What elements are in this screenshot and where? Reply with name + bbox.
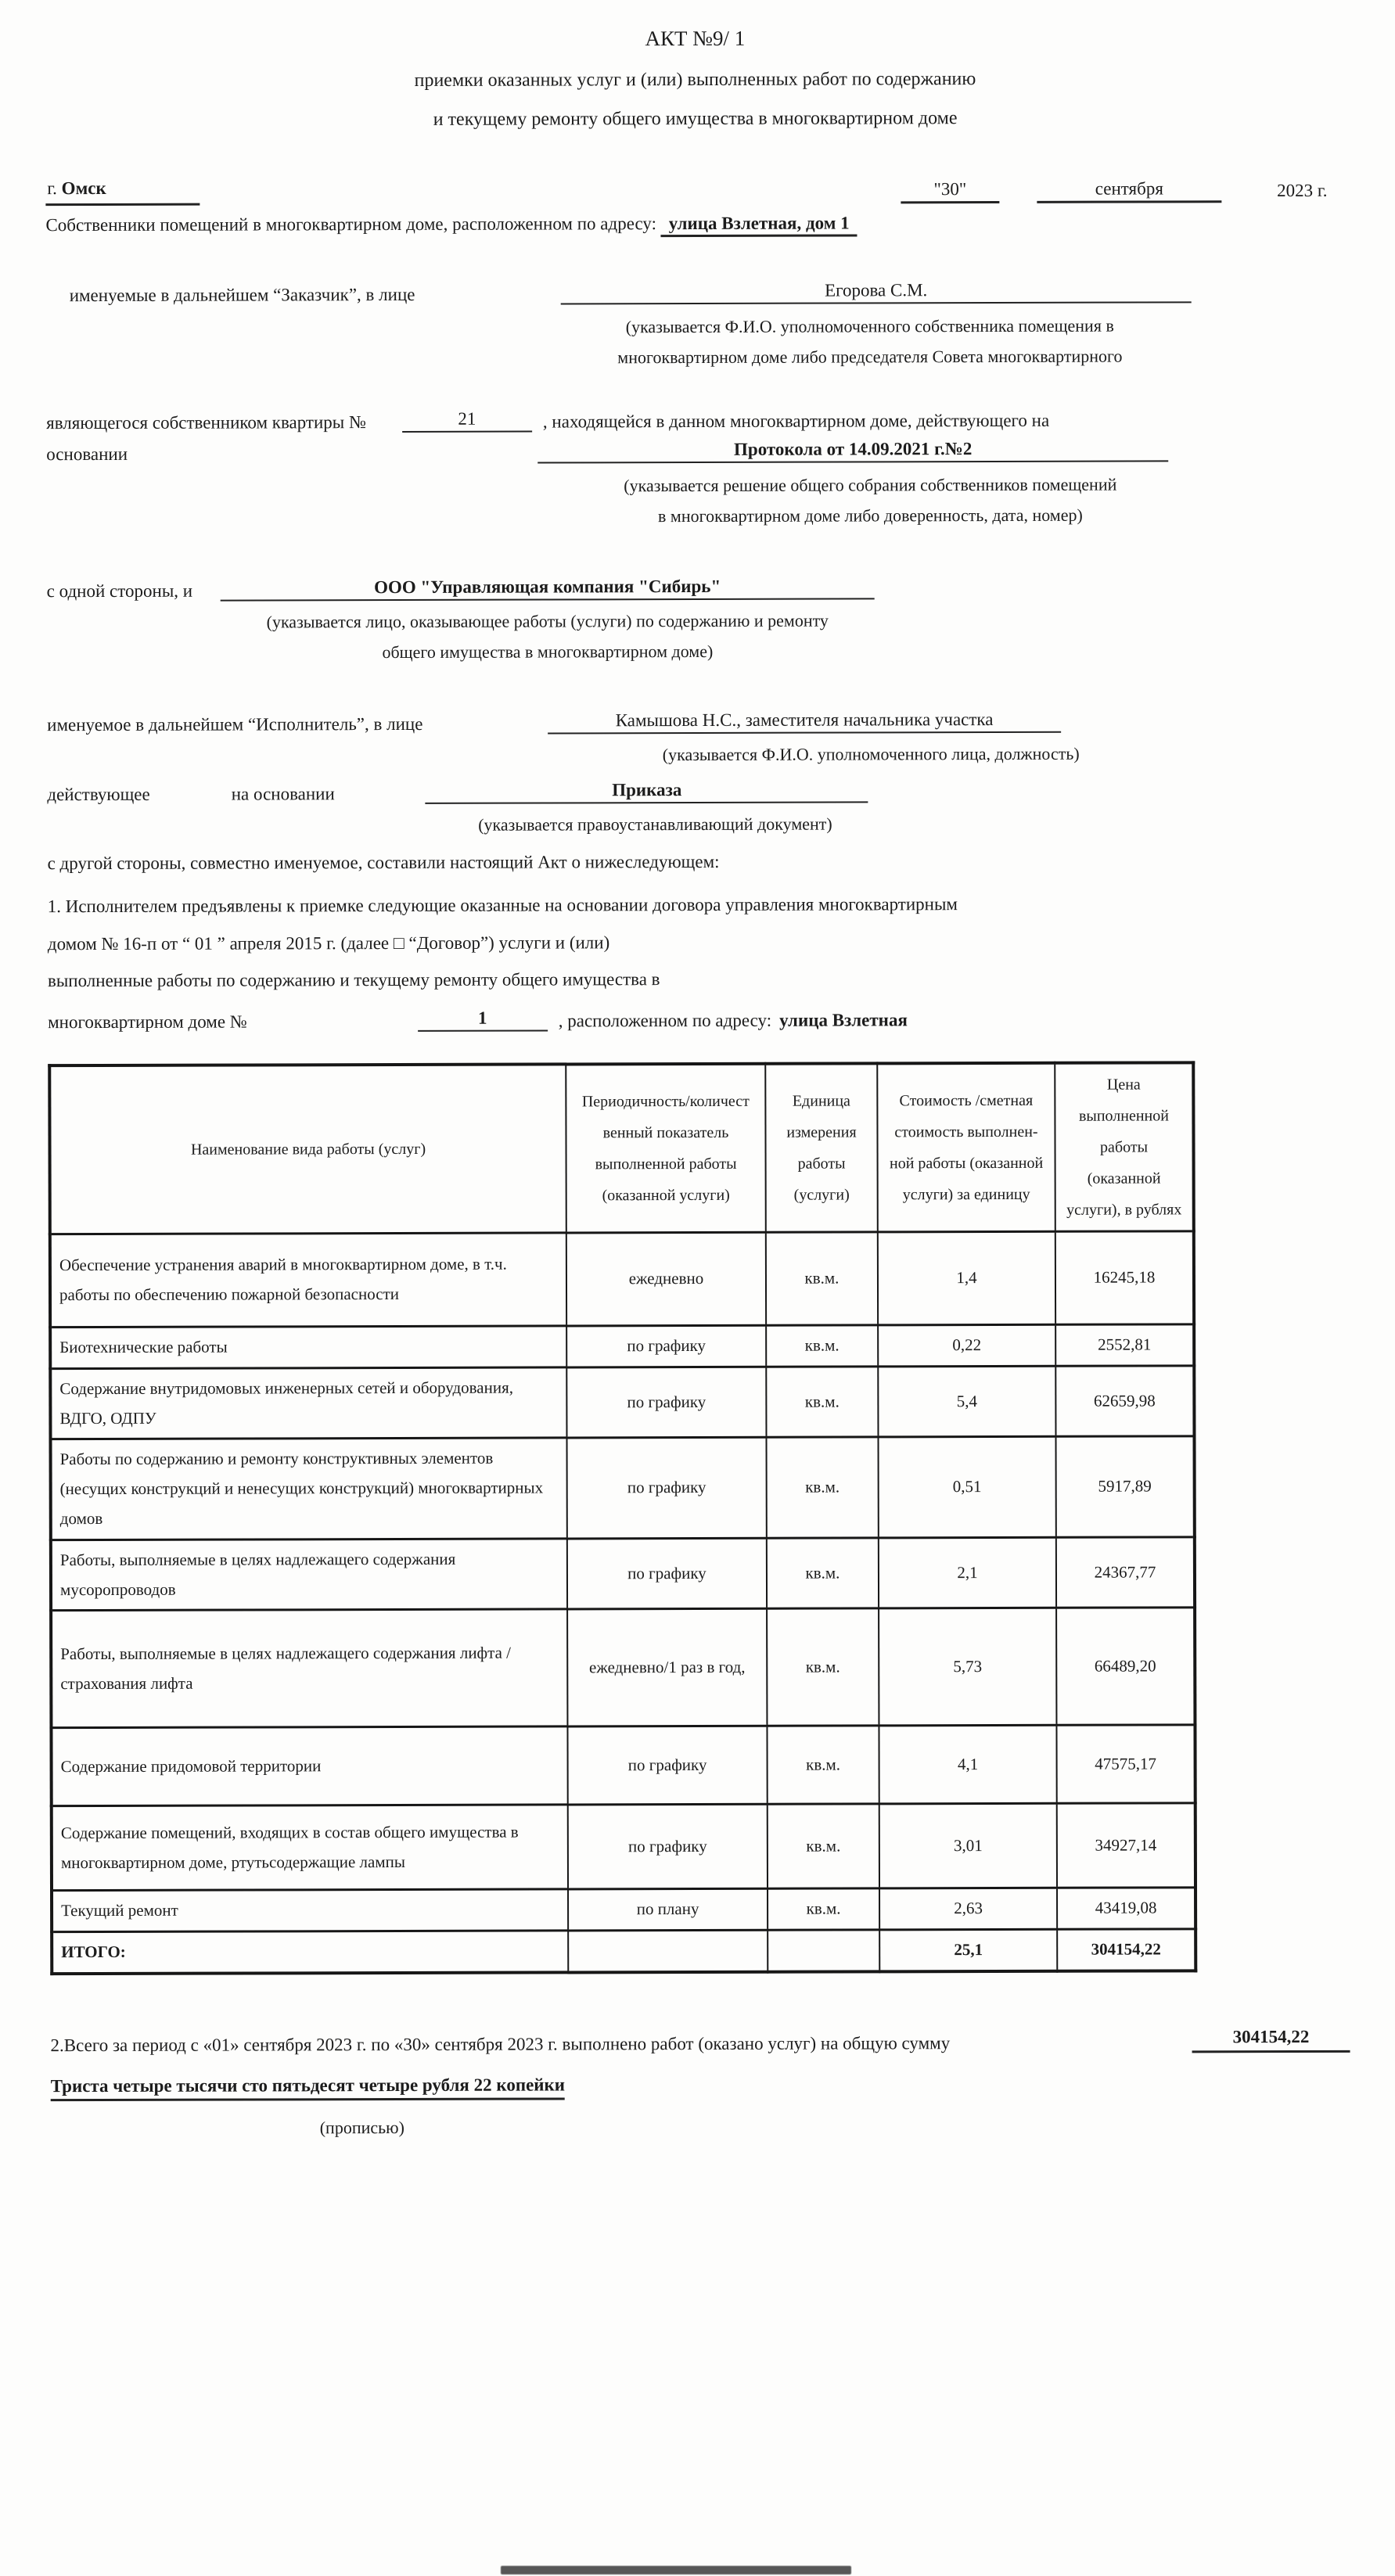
works-table: [48, 1061, 1197, 1975]
date-group: [901, 178, 1345, 203]
period-cell: ежедневно: [566, 1232, 766, 1326]
unit-cell: кв.м.: [766, 1325, 878, 1367]
rate-cell: 5,73: [879, 1608, 1056, 1726]
table-row: [51, 1436, 1195, 1539]
price-cell: 24367,77: [1056, 1537, 1195, 1608]
acting-document-field: Приказа: [426, 779, 868, 803]
party1-label: с одной стороны, и: [46, 580, 193, 602]
date-day-field: "30": [901, 179, 999, 203]
street-name: улица Взлетная: [779, 1010, 908, 1030]
company-hint-line1: (указывается лицо, оказывающее работы (услуги) по содержанию и ремонту: [266, 610, 829, 632]
executor-label: именуемое в дальнейшем “Исполнитель”, в лице: [47, 713, 423, 735]
total-unit-cell: [768, 1930, 879, 1972]
amount-in-words: Триста четыре тысячи сто пятьдесят четыре рубля 22 копейки: [51, 2075, 565, 2101]
acting-label-2: на основании: [231, 783, 335, 804]
price-cell: 47575,17: [1056, 1725, 1195, 1803]
work-name-cell: Работы, выполняемые в целях надлежащего содержания лифта / страхования лифта: [51, 1609, 567, 1728]
closing-line: с другой стороны, совместно именуемое, составили настоящий Акт о нижеследующем:: [47, 851, 720, 874]
total-rate-cell: 25,1: [879, 1930, 1057, 1972]
management-company-row: [47, 575, 1346, 602]
customer-hint: [553, 311, 1187, 372]
period-cell: по графику: [567, 1538, 767, 1609]
table-total-row: [52, 1929, 1195, 1974]
period-cell: по графику: [566, 1325, 766, 1367]
col-header-unit: Единица измерения работы (услуги): [765, 1063, 878, 1232]
city-date-row: [45, 175, 1345, 206]
date-month-field: сентября: [1037, 178, 1221, 203]
executor-hint: [554, 738, 1188, 771]
clause1-line1: 1. Исполнителем предъявлены к приемке следующие оказанные на основании договора управления многоквартирным: [47, 894, 958, 917]
table-row: [52, 1803, 1195, 1891]
rate-cell: 5,4: [878, 1366, 1055, 1437]
summary-row: [50, 2027, 1350, 2056]
document-title-block: [45, 27, 1345, 130]
price-cell: 5917,89: [1055, 1436, 1194, 1537]
rate-cell: 2,63: [879, 1888, 1057, 1930]
period-cell: по графику: [568, 1805, 768, 1890]
total-price-cell: 304154,22: [1057, 1929, 1195, 1971]
basis-row: [46, 438, 1346, 465]
price-cell: 34927,14: [1057, 1803, 1195, 1888]
period-cell: по графику: [566, 1367, 766, 1438]
col-header-price: Цена выполненной работы (оказанной услуги), в рублях: [1055, 1062, 1194, 1231]
house-number-row: [48, 1006, 1347, 1033]
scan-artifact-bar: [501, 2566, 851, 2574]
house-number-field: 1: [418, 1008, 548, 1032]
company-hint: [235, 605, 861, 667]
words-hint: (прописью): [319, 2118, 404, 2138]
price-cell: 16245,18: [1055, 1231, 1194, 1324]
col-header-periodicity: Периодичность/количест венный показатель выполненной работы (оказанной услуги): [566, 1064, 766, 1233]
rate-cell: 0,51: [879, 1437, 1056, 1538]
city-field: [45, 178, 200, 207]
period-cell: по графику: [567, 1726, 767, 1805]
table-row: [51, 1725, 1195, 1806]
table-row: [50, 1231, 1194, 1328]
rate-cell: 0,22: [878, 1324, 1055, 1366]
work-name-cell: Текущий ремонт: [52, 1889, 568, 1932]
customer-label: именуемые в дальнейшем “Заказчик”, в лице: [69, 284, 415, 306]
act-number-title: АКТ №9/ 1: [645, 26, 746, 51]
table-header-row: [49, 1062, 1194, 1234]
table-row: [50, 1366, 1194, 1439]
period-cell: по плану: [568, 1889, 768, 1931]
apartment-label: являющегося собственником квартиры №: [46, 412, 366, 433]
acting-basis-row: [47, 778, 1346, 804]
basis-hint-line1: (указывается решение общего собрания собственников помещений: [624, 474, 1117, 496]
table-row: [51, 1537, 1195, 1611]
owners-prefix: Собственники помещений в многоквартирном доме, расположенном по адресу:: [45, 214, 656, 235]
period-cell: ежедневно/1 раз в год,: [567, 1609, 767, 1727]
amount-in-words-line: [51, 2073, 1350, 2096]
work-name-cell: Обеспечение устранения аварий в многоквартирном доме, в т.ч. работы по обеспечению пожарной безопасности: [50, 1233, 566, 1328]
acting-hint-line: (указывается правоустанавливающий документ): [478, 814, 832, 835]
acting-hint: [432, 809, 878, 840]
work-name-cell: Работы, выполняемые в целях надлежащего содержания мусоропроводов: [51, 1539, 567, 1611]
price-cell: 62659,98: [1055, 1366, 1194, 1437]
basis-hint: [553, 469, 1187, 531]
rate-cell: 1,4: [878, 1231, 1055, 1325]
summary-total-field: 304154,22: [1192, 2027, 1350, 2053]
apartment-suffix: , находящейся в данном многоквартирном доме, действующего на: [542, 410, 1050, 432]
col-header-cost-per-unit: Стоимость /сметная стоимость выполнен-ной работы (оказанной услуги) за единицу: [877, 1063, 1055, 1232]
total-label-cell: ИТОГО:: [52, 1931, 568, 1974]
customer-hint-line2: многоквартирном доме либо председателя Совета многоквартирного: [617, 346, 1123, 367]
owners-address-line: [45, 212, 1345, 235]
unit-cell: кв.м.: [767, 1538, 879, 1609]
clause1-line2: домом № 16-п от “ 01 ” апреля 2015 г. (далее □ “Договор”) услуги и (или): [47, 932, 610, 954]
price-cell: 2552,81: [1055, 1324, 1194, 1366]
customer-hint-line1: (указывается Ф.И.О. уполномоченного собственника помещения в: [625, 315, 1114, 337]
executor-name-field: Камышова Н.С., заместителя начальника участка: [548, 710, 1061, 735]
company-name-field: ООО "Управляющая компания "Сибирь": [221, 576, 875, 601]
house-label: многоквартирном доме №: [48, 1011, 247, 1033]
table-row: [51, 1608, 1195, 1728]
col-header-work-name: Наименование вида работы (услуг): [49, 1065, 566, 1234]
city-prefix: г.: [47, 178, 57, 199]
table-row: [50, 1324, 1194, 1369]
rate-cell: 4,1: [879, 1726, 1056, 1805]
basis-document-field: Протокола от 14.09.2021 г.№2: [538, 438, 1168, 463]
unit-cell: кв.м.: [767, 1726, 879, 1804]
clause1-line3: выполненные работы по содержанию и текущему ремонту общего имущества в: [47, 969, 660, 991]
customer-name-field: Егорова С.М.: [561, 279, 1192, 304]
rate-cell: 2,1: [879, 1537, 1056, 1608]
work-name-cell: Содержание помещений, входящих в состав общего имущества в многоквартирном доме, ртутьсодержащие лампы: [52, 1805, 568, 1891]
house-suffix: , расположенном по адресу:: [558, 1010, 772, 1031]
price-cell: 43419,08: [1057, 1888, 1195, 1929]
date-year-label: 2023 г.: [1277, 180, 1328, 201]
apartment-number-field: 21: [402, 409, 532, 433]
period-cell: по графику: [567, 1438, 767, 1539]
summary-text: 2.Всего за период с «01» сентября 2023 г. по «30» сентября 2023 г. выполнено работ (оказано услуг) на общую сумму: [50, 2033, 951, 2056]
unit-cell: кв.м.: [767, 1608, 879, 1726]
work-name-cell: Содержание придомовой территории: [51, 1726, 567, 1806]
unit-cell: кв.м.: [766, 1367, 878, 1438]
table-row: [52, 1888, 1195, 1932]
work-name-cell: Работы по содержанию и ремонту конструктивных элементов (несущих конструкций и ненесущих конструкций) многоквартирных домов: [51, 1438, 567, 1539]
work-name-cell: Содержание внутридомовых инженерных сетей и оборудования, ВДГО, ОДПУ: [50, 1367, 566, 1439]
customer-row: [46, 279, 1346, 306]
act-subtitle-1: приемки оказанных услуг и (или) выполненных работ по содержанию: [414, 69, 976, 91]
work-name-cell: Биотехнические работы: [50, 1326, 566, 1369]
rate-cell: 3,01: [879, 1804, 1057, 1889]
executor-row: [47, 709, 1346, 735]
price-cell: 66489,20: [1056, 1608, 1195, 1725]
acting-label-1: действующее: [47, 784, 150, 804]
basis-hint-line2: в многоквартирном доме либо доверенность, дата, номер): [657, 505, 1083, 526]
unit-cell: кв.м.: [768, 1888, 879, 1930]
unit-cell: кв.м.: [766, 1232, 878, 1325]
unit-cell: кв.м.: [767, 1437, 879, 1538]
house-address-field: улица Взлетная, дом 1: [661, 213, 857, 237]
city-name: Омск: [61, 178, 106, 199]
act-subtitle-2: и текущему ремонту общего имущества в многоквартирном доме: [433, 108, 958, 130]
executor-hint-line: (указывается Ф.И.О. уполномоченного лица, должность): [662, 743, 1080, 765]
company-hint-line2: общего имущества в многоквартирном доме): [382, 641, 714, 662]
basis-label: основании: [46, 444, 128, 465]
unit-cell: кв.м.: [768, 1804, 879, 1888]
total-period-cell: [568, 1931, 768, 1973]
apartment-row: [46, 407, 1346, 433]
